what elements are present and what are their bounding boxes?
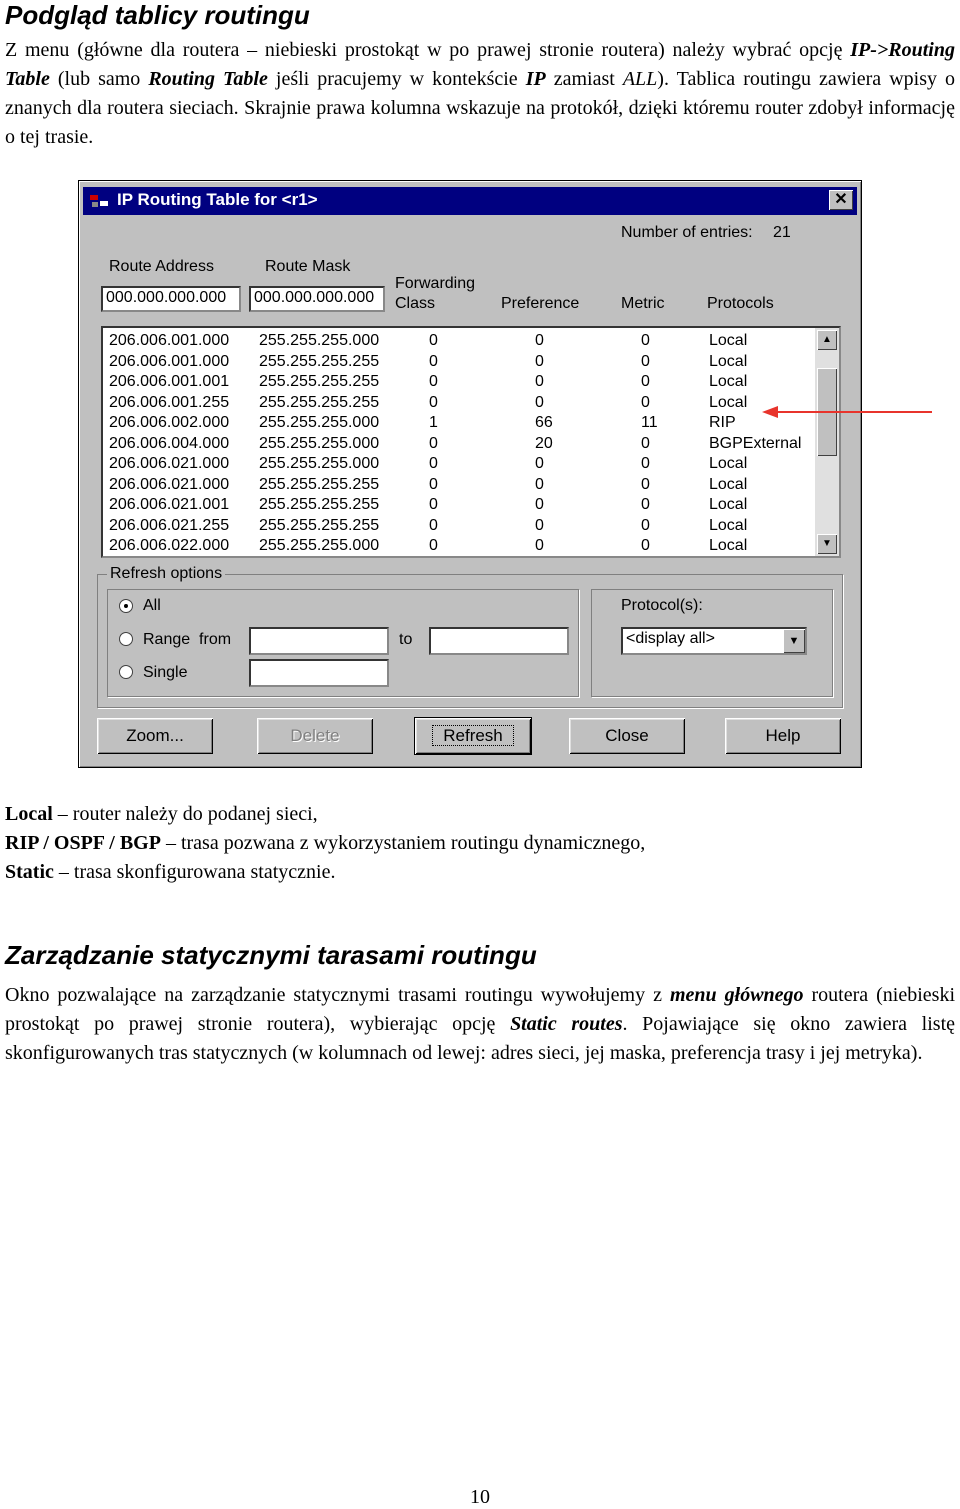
cell-metric: 0	[641, 537, 650, 554]
refresh-button-label: Refresh	[432, 725, 514, 746]
main-menu-term: menu głównego	[669, 984, 804, 1006]
close-icon[interactable]: ✕	[829, 190, 853, 210]
cell-preference: 0	[535, 516, 544, 534]
help-button-label: Help	[765, 726, 801, 745]
legend-desc: – router należy do podanej sieci,	[52, 803, 318, 825]
cell-metric: 0	[641, 332, 650, 349]
radio-range-label: Range from	[143, 631, 232, 648]
text-run: routera (niebieski prostokąt po prawej stronie routera), wybierając opcję	[5, 984, 956, 1035]
entries-count: 21	[773, 224, 791, 241]
cell-preference: 0	[535, 352, 544, 370]
cell-address: 206.006.001.000	[109, 352, 230, 370]
cell-preference: 0	[535, 455, 544, 472]
cell-preference: 0	[535, 537, 544, 554]
text-run: zamiast	[545, 68, 623, 90]
zoom-button-label: Zoom...	[126, 726, 184, 745]
text-run: jeśli pracujemy w kontekście	[267, 68, 526, 90]
protocols-label: Protocol(s):	[621, 597, 703, 614]
cell-mask: 255.255.255.255	[259, 352, 380, 370]
cell-protocol: RIP	[709, 414, 736, 431]
close-button-label: Close	[605, 726, 649, 745]
col-header-preference: Preference	[501, 295, 580, 312]
range-to-label: to	[399, 631, 413, 648]
radio-all[interactable]	[119, 599, 133, 613]
cell-forwarding-class: 0	[429, 373, 438, 390]
cell-forwarding-class: 0	[429, 434, 438, 452]
section-heading-routing-table: Podgląd tablicy routingu	[5, 0, 310, 30]
col-header-forwarding: Forwarding	[395, 275, 476, 292]
radio-all-label: All	[143, 597, 161, 614]
cell-preference: 0	[535, 373, 544, 390]
text-run: (lub samo	[49, 68, 149, 90]
cell-protocol: Local	[709, 475, 748, 493]
col-header-metric: Metric	[621, 295, 665, 312]
col-header-protocols: Protocols	[707, 295, 774, 312]
cell-preference: 0	[535, 475, 544, 493]
cell-address: 206.006.021.000	[109, 455, 230, 472]
cell-protocol: Local	[709, 373, 748, 390]
app-icon	[89, 193, 109, 209]
scroll-up-icon[interactable]: ▲	[817, 330, 837, 350]
dialog-titlebar	[83, 187, 857, 215]
cell-metric: 0	[641, 373, 650, 390]
legend-paragraph	[5, 800, 955, 887]
entries-label: Number of entries:	[621, 224, 753, 241]
cell-mask: 255.255.255.000	[259, 332, 380, 349]
scroll-down-icon[interactable]: ▼	[817, 534, 837, 554]
section-heading-static-routes: Zarządzanie statycznymi tarasami routingu	[5, 940, 537, 970]
cell-address: 206.006.001.001	[109, 373, 230, 390]
menu-item-name: Routing Table	[148, 68, 268, 90]
legend-desc: – trasa pozwana z wykorzystaniem routingu dynamicznego,	[160, 832, 646, 854]
cell-preference: 20	[535, 434, 553, 452]
cell-protocol: Local	[709, 455, 748, 472]
cell-metric: 11	[641, 414, 658, 431]
cell-mask: 255.255.255.000	[259, 414, 380, 431]
cell-protocol: Local	[709, 352, 748, 370]
cell-forwarding-class: 0	[429, 332, 438, 349]
delete-button[interactable]	[257, 718, 373, 754]
cell-forwarding-class: 0	[429, 475, 438, 493]
radio-single-label: Single	[143, 664, 188, 681]
route-mask-filter-input[interactable]: 000.000.000.000	[249, 286, 385, 312]
cell-mask: 255.255.255.000	[259, 434, 380, 452]
cell-protocol: Local	[709, 537, 748, 554]
cell-address: 206.006.004.000	[109, 434, 230, 452]
range-to-input[interactable]	[429, 627, 569, 655]
cell-mask: 255.255.255.255	[259, 373, 380, 390]
cell-metric: 0	[641, 475, 650, 493]
text-run: . Pojawiające się okno zawiera listę skonfigurowanych tras statycznych (w kolumnach od lewej: adres sieci, jej maska, preferencja trasy i jej metryka).	[5, 1013, 956, 1064]
cell-forwarding-class: 0	[429, 393, 438, 411]
cell-address: 206.006.021.255	[109, 516, 230, 534]
zoom-button[interactable]	[97, 718, 213, 754]
cell-address: 206.006.002.000	[109, 414, 230, 431]
legend-term-local: Local	[5, 803, 53, 825]
single-address-input[interactable]	[249, 659, 389, 687]
cell-mask: 255.255.255.255	[259, 393, 380, 411]
radio-single[interactable]	[119, 665, 133, 679]
col-header-route-mask: Route Mask	[265, 258, 351, 275]
text-run: Okno pozwalające na zarządzanie statycznymi trasami routingu wywołujemy z	[5, 984, 670, 1006]
delete-button-label: Delete	[290, 726, 340, 745]
chevron-down-icon[interactable]: ▼	[783, 629, 805, 653]
text-run: Z menu (główne dla routera – niebieski prostokąt w po prawej stronie routera) należy wybrać opcję	[5, 39, 851, 61]
text-run: ). Tablica routingu zawiera wpisy o znanych dla routera sieciach. Skrajnie prawa kolumna wskazuje na protokół, dzięki któremu router zdobył informację o tej trasie.	[5, 68, 955, 148]
protocols-select[interactable]	[621, 627, 807, 655]
cell-address: 206.006.001.000	[109, 332, 230, 349]
cell-mask: 255.255.255.255	[259, 496, 380, 513]
cell-forwarding-class: 0	[429, 455, 438, 472]
cell-forwarding-class: 0	[429, 352, 438, 370]
close-button[interactable]	[569, 718, 685, 754]
cell-metric: 0	[641, 496, 650, 513]
cell-metric: 0	[641, 393, 650, 411]
cell-protocol: Local	[709, 516, 748, 534]
legend-term-dynamic: RIP / OSPF / BGP	[5, 832, 161, 854]
cell-protocol: Local	[709, 496, 748, 513]
cell-forwarding-class: 0	[429, 537, 438, 554]
context-all: ALL	[622, 68, 658, 90]
cell-protocol: Local	[709, 393, 748, 411]
cell-mask: 255.255.255.000	[259, 537, 380, 554]
cell-forwarding-class: 0	[429, 516, 438, 534]
cell-preference: 0	[535, 332, 544, 349]
cell-metric: 0	[641, 516, 650, 534]
col-header-class: Class	[395, 295, 436, 312]
refresh-button[interactable]	[415, 718, 531, 754]
cell-mask: 255.255.255.000	[259, 455, 380, 472]
cell-metric: 0	[641, 352, 650, 370]
cell-mask: 255.255.255.255	[259, 516, 380, 534]
cell-metric: 0	[641, 434, 650, 452]
cell-preference: 0	[535, 393, 544, 411]
cell-address: 206.006.021.000	[109, 475, 230, 493]
legend-term-static: Static	[5, 861, 54, 883]
list-scrollbar[interactable]	[815, 328, 839, 556]
help-button[interactable]	[725, 718, 841, 754]
menu-path: IP->Routing Table	[5, 39, 955, 90]
range-from-input[interactable]	[249, 627, 389, 655]
intro-paragraph	[5, 36, 955, 152]
refresh-options-label: Refresh options	[107, 565, 225, 583]
legend-desc: – trasa skonfigurowana statycznie.	[53, 861, 336, 883]
cell-preference: 0	[535, 496, 544, 513]
cell-protocol: BGPExternal	[709, 434, 802, 452]
cell-address: 206.006.001.255	[109, 393, 230, 411]
cell-protocol: Local	[709, 332, 748, 349]
cell-preference: 66	[535, 414, 553, 431]
cell-address: 206.006.022.000	[109, 537, 230, 554]
static-routes-paragraph	[5, 981, 955, 1068]
static-routes-term: Static routes	[510, 1013, 623, 1035]
cell-mask: 255.255.255.255	[259, 475, 380, 493]
cell-forwarding-class: 0	[429, 496, 438, 513]
routing-table-dialog	[78, 180, 862, 768]
cell-metric: 0	[641, 455, 650, 472]
dialog-title: IP Routing Table for <r1>	[117, 190, 318, 209]
routing-table-list[interactable]	[101, 326, 841, 558]
cell-forwarding-class: 1	[429, 414, 438, 431]
cell-address: 206.006.021.001	[109, 496, 230, 513]
col-header-route-address: Route Address	[109, 258, 214, 275]
protocols-select-value: <display all>	[626, 630, 715, 647]
context-ip: IP	[525, 68, 546, 90]
callout-arrow	[762, 402, 932, 422]
route-address-filter-input[interactable]: 000.000.000.000	[101, 286, 241, 312]
radio-range[interactable]	[119, 632, 133, 646]
page-number: 10	[470, 1486, 490, 1508]
